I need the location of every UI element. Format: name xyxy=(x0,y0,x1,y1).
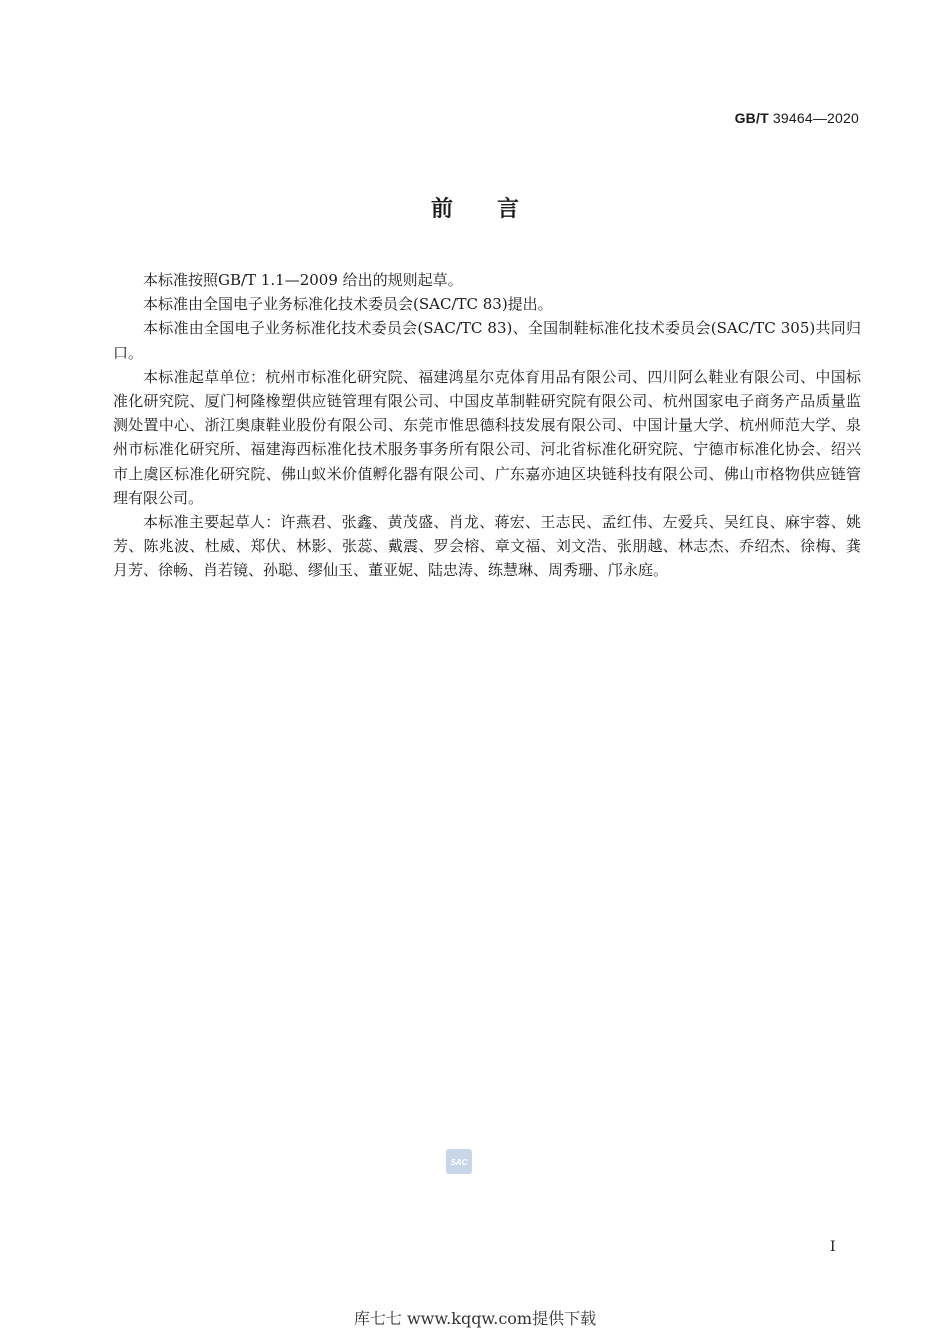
standard-prefix: GB/T xyxy=(734,110,769,126)
sac-logo-text: SAC xyxy=(450,1158,468,1167)
page-title: 前言 xyxy=(430,196,563,222)
paragraph-drafting-rules: 本标准按照GB/T 1.1—2009 给出的规则起草。 xyxy=(143,271,463,289)
foreword-body xyxy=(113,268,861,583)
paragraph-proposer: 本标准由全国电子业务标准化技术委员会(SAC/TC 83)提出。 xyxy=(143,295,553,314)
standard-code-header xyxy=(735,110,859,126)
standard-number: 39464—2020 xyxy=(772,110,859,126)
paragraph-centralized-management: 本标准由全国电子业务标准化技术委员会(SAC/TC 83)、全国制鞋标准化技术委员会(SAC/TC 305)共同归口。 xyxy=(113,319,861,362)
download-footer: 库七七 www.kqqw.com提供下载 xyxy=(353,1309,597,1328)
paragraph-drafting-units: 本标准起草单位：杭州市标准化研究院、福建鸿星尔克体育用品有限公司、四川阿么鞋业有限公司、中国标准化研究院、厦门柯隆橡塑供应链管理有限公司、中国皮革制鞋研究院有限公司、杭州国家电子商务产品质量监测处置中心、浙江奥康鞋业股份有限公司、东莞市惟思德科技发展有限公司、中国计量大学、杭州师范大学、泉州市标准化研究所、福建海西标准化技术服务事务所有限公司、河北省标准化研究院、宁德市标准化协会、绍兴市上虞区标准化研究院、佛山蚁米价值孵化器有限公司、广东嘉亦迪区块链科技有限公司、佛山市格物供应链管理有限公司。 xyxy=(113,367,861,507)
page-number: I xyxy=(830,1239,836,1255)
paragraph-main-drafters: 本标准主要起草人：许燕君、张鑫、黄茂盛、肖龙、蒋宏、王志民、孟红伟、左爱兵、吴红良、麻宇蓉、姚芳、陈兆波、杜威、郑伏、林影、张蕊、戴震、罗会榕、章文福、刘文浩、张朋越、林志杰、乔绍杰、徐梅、龚月芳、徐畅、肖若镜、孙聪、缪仙玉、董亚妮、陆忠涛、练慧琳、周秀珊、邝永庭。 xyxy=(113,513,861,580)
sac-logo-icon xyxy=(446,1149,472,1174)
